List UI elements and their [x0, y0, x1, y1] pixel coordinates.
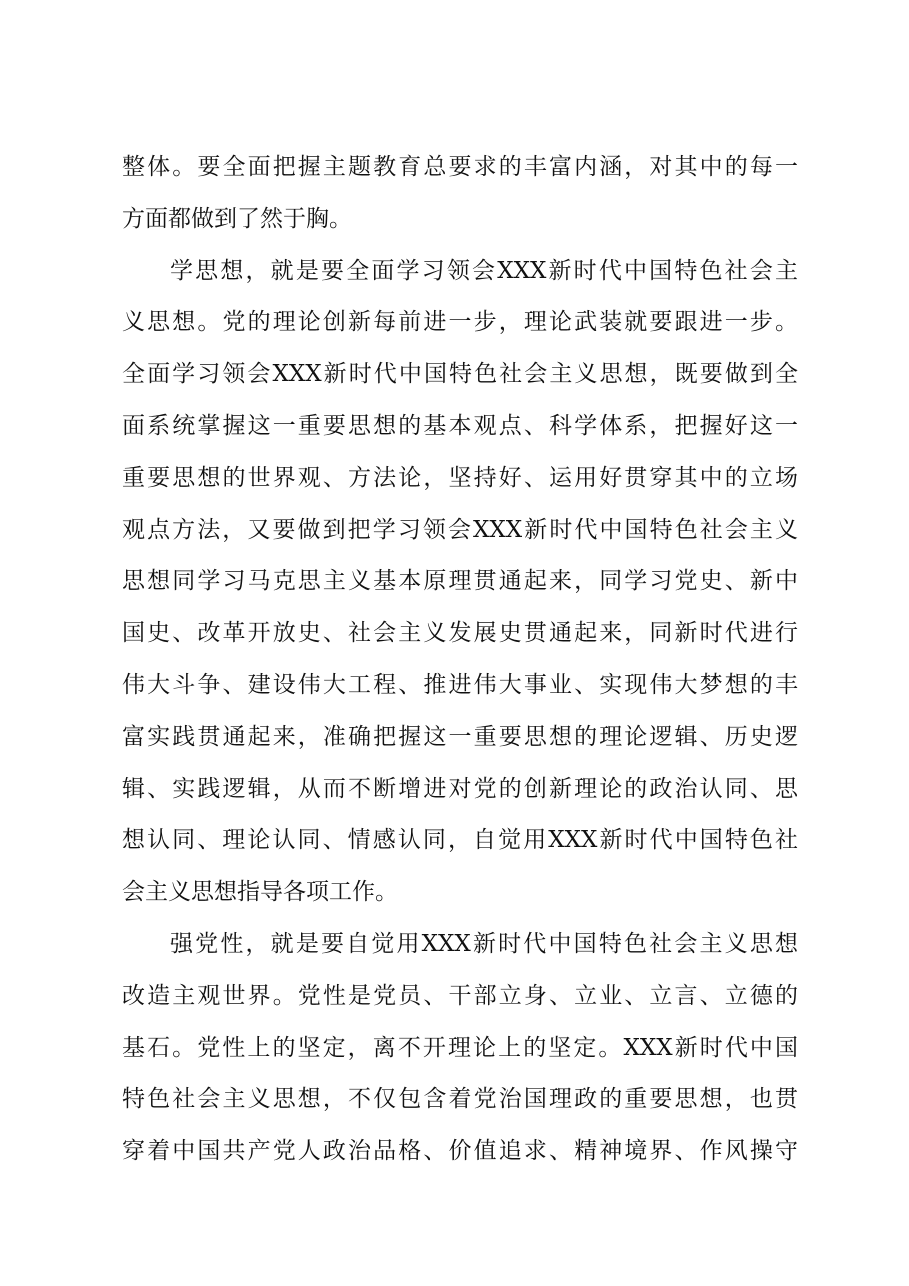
text-line: 国史、改革开放史、社会主义发展史贯通起来，同新时代进行 [122, 620, 798, 647]
text-line: 特色社会主义思想，不仅包含着党治国理政的重要思想，也贯 [122, 1086, 798, 1113]
document-body [122, 142, 798, 1178]
text-line: 方面都做到了然于胸。 [122, 205, 352, 232]
paragraph-2 [122, 246, 798, 919]
text-line: 改造主观世界。党性是党员、干部立身、立业、立言、立德的 [122, 982, 798, 1009]
text-line: 义思想。党的理论创新每前进一步，理论武装就要跟进一步。 [122, 309, 798, 336]
text-line: 重要思想的世界观、方法论，坚持好、运用好贯穿其中的立场 [122, 464, 798, 491]
text-line: 面系统掌握这一重要思想的基本观点、科学体系，把握好这一 [122, 412, 798, 439]
text-line: 全面学习领会XXX新时代中国特色社会主义思想，既要做到全 [122, 361, 798, 388]
text-line: 学思想，就是要全面学习领会XXX新时代中国特色社会主 [170, 257, 798, 284]
text-line: 观点方法，又要做到把学习领会XXX新时代中国特色社会主义 [122, 516, 798, 543]
paragraph-1 [122, 142, 798, 246]
text-line: 伟大斗争、建设伟大工程、推进伟大事业、实现伟大梦想的丰 [122, 671, 798, 698]
text-line: 思想同学习马克思主义基本原理贯通起来，同学习党史、新中 [122, 568, 798, 595]
text-line: 会主义思想指导各项工作。 [122, 879, 398, 906]
text-line: 想认同、理论认同、情感认同，自觉用XXX新时代中国特色社 [122, 827, 798, 854]
text-line: 整体。要全面把握主题教育总要求的丰富内涵，对其中的每一 [122, 154, 798, 180]
text-line: 基石。党性上的坚定，离不开理论上的坚定。XXX新时代中国 [122, 1034, 798, 1061]
text-line: 辑、实践逻辑，从而不断增进对党的创新理论的政治认同、思 [122, 775, 798, 802]
text-line: 穿着中国共产党人政治品格、价值追求、精神境界、作风操守 [122, 1138, 798, 1165]
paragraph-3 [122, 919, 798, 1178]
text-line: 富实践贯通起来，准确把握这一重要思想的理论逻辑、历史逻 [122, 723, 798, 750]
text-line: 强党性，就是要自觉用XXX新时代中国特色社会主义思想 [170, 930, 798, 957]
